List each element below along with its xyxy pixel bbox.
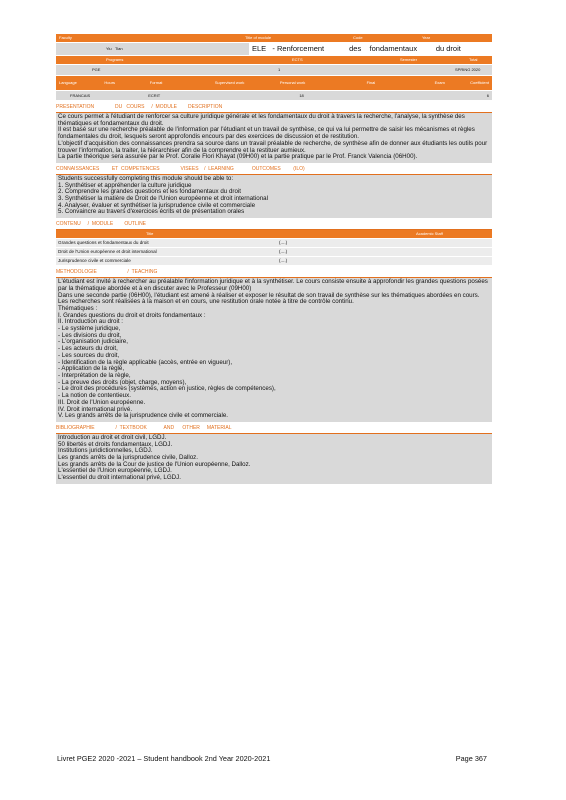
header-programs: Programs: [106, 57, 124, 62]
footer-page-number: Page 367: [455, 754, 487, 763]
header-coefficient: Coefficient: [470, 80, 489, 85]
header-ects-value: 1: [278, 67, 281, 72]
methodology-heading: METHODOLOGIE / TEACHING: [56, 268, 492, 278]
presentation-heading: PRESENTATION DU COURS / MODULE DESCRIPTION: [56, 103, 492, 113]
presentation-text: Ce cours permet à l'étudiant de renforcer sa culture juridique générale et les fondamentaux du droit à travers la recherche, l'analyse, la synthèse des thématiques et fondamentaux du droit. Il est basé sur une recherche préalable de l'information par l'étudiant et un travail de synthèse, ce qui va lui permettre de saisir les mécanismes et règles fondamentales du droit, lesquels seront approfondis encours par des exercices de discussion et de restitution. L'objectif d'acquisition des connaissances prendra sa source dans un travail préalable de recherche, de synthèse afin de donner aux étudiants les outils pour trouver l'information, la traiter, la hiérarchiser afin de la comprendre et la restituer aumieux. La partie théorique sera assurée par le Prof. Coralie Flori Khayat (09H00) et la partie pratique par le Prof. Franck Valencia (06H00).: [58, 113, 488, 161]
content-row: [56, 239, 492, 248]
content-row-staff: (....): [277, 239, 492, 247]
presentation-block: [56, 113, 492, 163]
header-row-2: [56, 43, 492, 56]
header-code: Code: [353, 35, 363, 40]
content-row-title: Droit de l'Union européenne et droit international: [56, 248, 277, 256]
header-language: Language: [59, 80, 77, 85]
methodology-block: [56, 278, 492, 422]
header-row-5: [56, 76, 492, 91]
header-supervised: Supervised work: [214, 80, 245, 85]
header-language-value: FRANCAIS: [70, 93, 91, 98]
header-row-3: [56, 56, 492, 65]
bibliography-text: Introduction au droit et droit civil, LGDJ. 50 libertés et droits fondamentaux, LGDJ. Institutions juridictionnelles, LGDJ. Les grands arrêts de la jurisprudence civile, Dalloz. Les grands arrêts de la Cour de justice de l'Union européenne, Dalloz. L'essentiel de l'Union européenne, LGDJ. L'essentiel du droit international privé, LGDJ.: [58, 433, 251, 482]
header-title-module: Title of module: [245, 35, 272, 40]
outcomes-block: [56, 175, 492, 218]
content-table-header: [56, 230, 492, 239]
header-ects: ECTS: [292, 57, 303, 62]
header-year: Year: [422, 35, 431, 40]
header-row-6: [56, 91, 492, 101]
header-semester: Semester: [400, 57, 418, 62]
header-faculty: Faculty: [59, 35, 72, 40]
content-row-title: Grandes questions et fondamentaux du droit: [56, 239, 277, 247]
header-session-value: SPRING 2020: [455, 67, 481, 72]
outcomes-heading: CONNAISSANCES ET COMPETENCES VISEES / LEARNING OUTCOMES (ILO): [56, 165, 492, 175]
content-col-title: Title: [146, 231, 154, 237]
header-final: Final: [366, 80, 376, 85]
header-row-4: [56, 65, 492, 76]
header-program-value: PGE: [92, 67, 101, 72]
header-hours: Hours: [104, 80, 116, 85]
header-row2-left: Yiu Tian: [106, 46, 123, 51]
header-exam: Exam: [434, 80, 445, 85]
course-sheet: [56, 34, 492, 484]
outcomes-text: Students successfully completing this module should be able to: 1. Synthétiser et appréhender la culture juridique 2. Comprendre les grandes questions et les fondamentaux du droit 3. Synthétiser la matière de Droit de l'Union européenne et droit international 4. Analyser, évaluer et synthétiser la jurisprudence civile et commerciale 5. Convaincre au travers d'exercices écrits et de présentation orales: [58, 174, 268, 216]
header-coefficient-value: 6: [486, 93, 489, 98]
content-row: [56, 257, 492, 266]
course-title: ELE - Renforcement des fondamentaux du droit: [249, 43, 492, 55]
bibliography-block: [56, 434, 492, 484]
methodology-text: L'étudiant est invité à rechercher au préalable l'information juridique et à la synthétiser. Le cours consiste ensuite à approfondir les grandes questions posées par la thématique abordée et à en discuter avec le Professeur (09H00) Dans une seconde partie (06H00), l'étudiant est amené à réaliser et exposer le résultat de son travail de synthèse sur les thématiques abordées en cours. Les recherches sont réalisées à la maison et en cours, une restitution orale notée à titre de contrôle continu. Thématiques : I. Grandes questions du droit et droits fondamentaux : II. Introduction au droit : - Le système juridique, - Les divisions du droit, - L'organisation judiciaire, - Les acteurs du droit, - Les sources du droit, - Identification de la règle applicable (accès, entrée en vigueur), - Application de la règle, - Interprétation de la règle, - La preuve des droits (objet, charge, moyens), - Le droit des procédures (systèmes, action en justice, règles de compétences), - La notion de contentieux. III. Droit de l'Union européenne. IV. Droit international privé. V. Les grands arrêts de la jurisprudence civile et commerciale.: [58, 278, 488, 420]
header-exam-format-value: ECRIT: [148, 93, 161, 98]
content-heading: CONTENU / MODULE OUTLINE: [56, 220, 492, 230]
page-footer: [57, 754, 487, 764]
content-row-title: Jurisprudence civile et commerciale: [56, 257, 277, 265]
content-col-staff: Academic Staff: [416, 231, 443, 237]
content-row-staff: (....): [277, 248, 492, 256]
header-format: Format: [149, 80, 163, 85]
bibliography-heading: BIBLIOGRAPHIE / TEXTBOOK AND OTHER MATERIAL: [56, 424, 492, 434]
header-semester-value: [383, 65, 452, 75]
header-personal: Personal work: [279, 80, 306, 85]
header-hours-value: 18: [299, 93, 304, 98]
footer-handbook-title: Livret PGE2 2020 -2021 – Student handbook 2nd Year 2020-2021: [57, 754, 271, 763]
header-row-1: [56, 34, 492, 43]
content-row: [56, 248, 492, 257]
content-row-staff: (....): [277, 257, 492, 265]
header-total: Total: [469, 57, 478, 62]
